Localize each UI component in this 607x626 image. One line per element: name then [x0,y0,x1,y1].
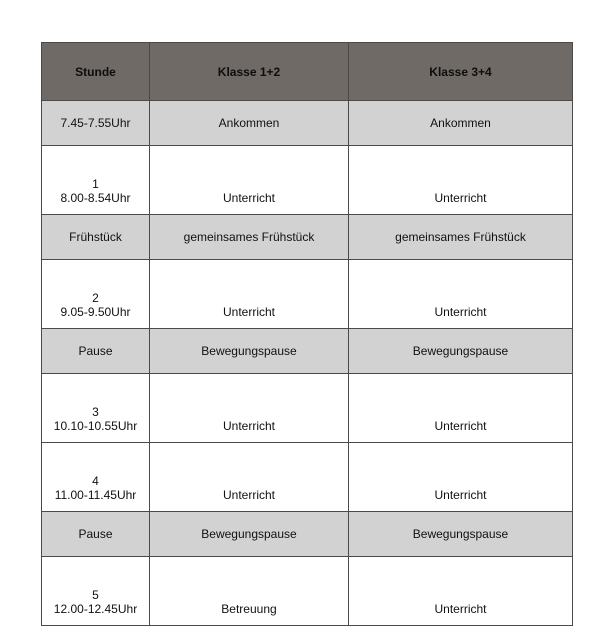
lesson-time: 12.00-12.45Uhr [53,602,138,616]
time-cell [42,146,150,215]
time-cell: Frühstück [42,215,150,260]
table-row [42,512,573,557]
klasse-1-2-cell: gemeinsames Frühstück [150,215,349,260]
table-row [42,146,573,215]
header-klasse-3-4: Klasse 3+4 [349,43,573,101]
header-klasse-1-2: Klasse 1+2 [150,43,349,101]
time-cell [42,374,150,443]
lesson-time: 11.00-11.45Uhr [54,488,137,502]
time-cell [42,443,150,512]
time-cell: 7.45-7.55Uhr [42,101,150,146]
klasse-3-4-cell: gemeinsames Frühstück [349,215,573,260]
time-cell: Pause [42,329,150,374]
klasse-3-4-cell: Bewegungspause [349,329,573,374]
lesson-number: 3 [92,405,99,419]
klasse-1-2-cell: Unterricht [150,146,349,215]
time-cell [42,557,150,626]
klasse-3-4-cell: Unterricht [349,374,573,443]
klasse-3-4-cell: Unterricht [349,443,573,512]
lesson-number: 1 [92,177,99,191]
lesson-number: 5 [92,588,99,602]
header-row [42,43,573,101]
table-row [42,215,573,260]
table-row [42,557,573,626]
klasse-3-4-cell: Unterricht [349,557,573,626]
time-cell [42,260,150,329]
klasse-1-2-cell: Bewegungspause [150,512,349,557]
table-row [42,101,573,146]
header-stunde: Stunde [42,43,150,101]
table-row [42,374,573,443]
lesson-time: 9.05-9.50Uhr [60,305,131,319]
klasse-3-4-cell: Unterricht [349,146,573,215]
lesson-time: 8.00-8.54Uhr [60,191,131,205]
klasse-1-2-cell: Unterricht [150,443,349,512]
klasse-3-4-cell: Unterricht [349,260,573,329]
klasse-1-2-cell: Bewegungspause [150,329,349,374]
klasse-1-2-cell: Unterricht [150,260,349,329]
lesson-number: 4 [92,474,99,488]
lesson-time: 10.10-10.55Uhr [53,419,138,433]
schedule-table [41,42,573,626]
table-row [42,260,573,329]
klasse-3-4-cell: Bewegungspause [349,512,573,557]
klasse-1-2-cell: Betreuung [150,557,349,626]
table-row [42,443,573,512]
klasse-3-4-cell: Ankommen [349,101,573,146]
lesson-number: 2 [92,291,99,305]
klasse-1-2-cell: Unterricht [150,374,349,443]
time-cell: Pause [42,512,150,557]
table-row [42,329,573,374]
klasse-1-2-cell: Ankommen [150,101,349,146]
